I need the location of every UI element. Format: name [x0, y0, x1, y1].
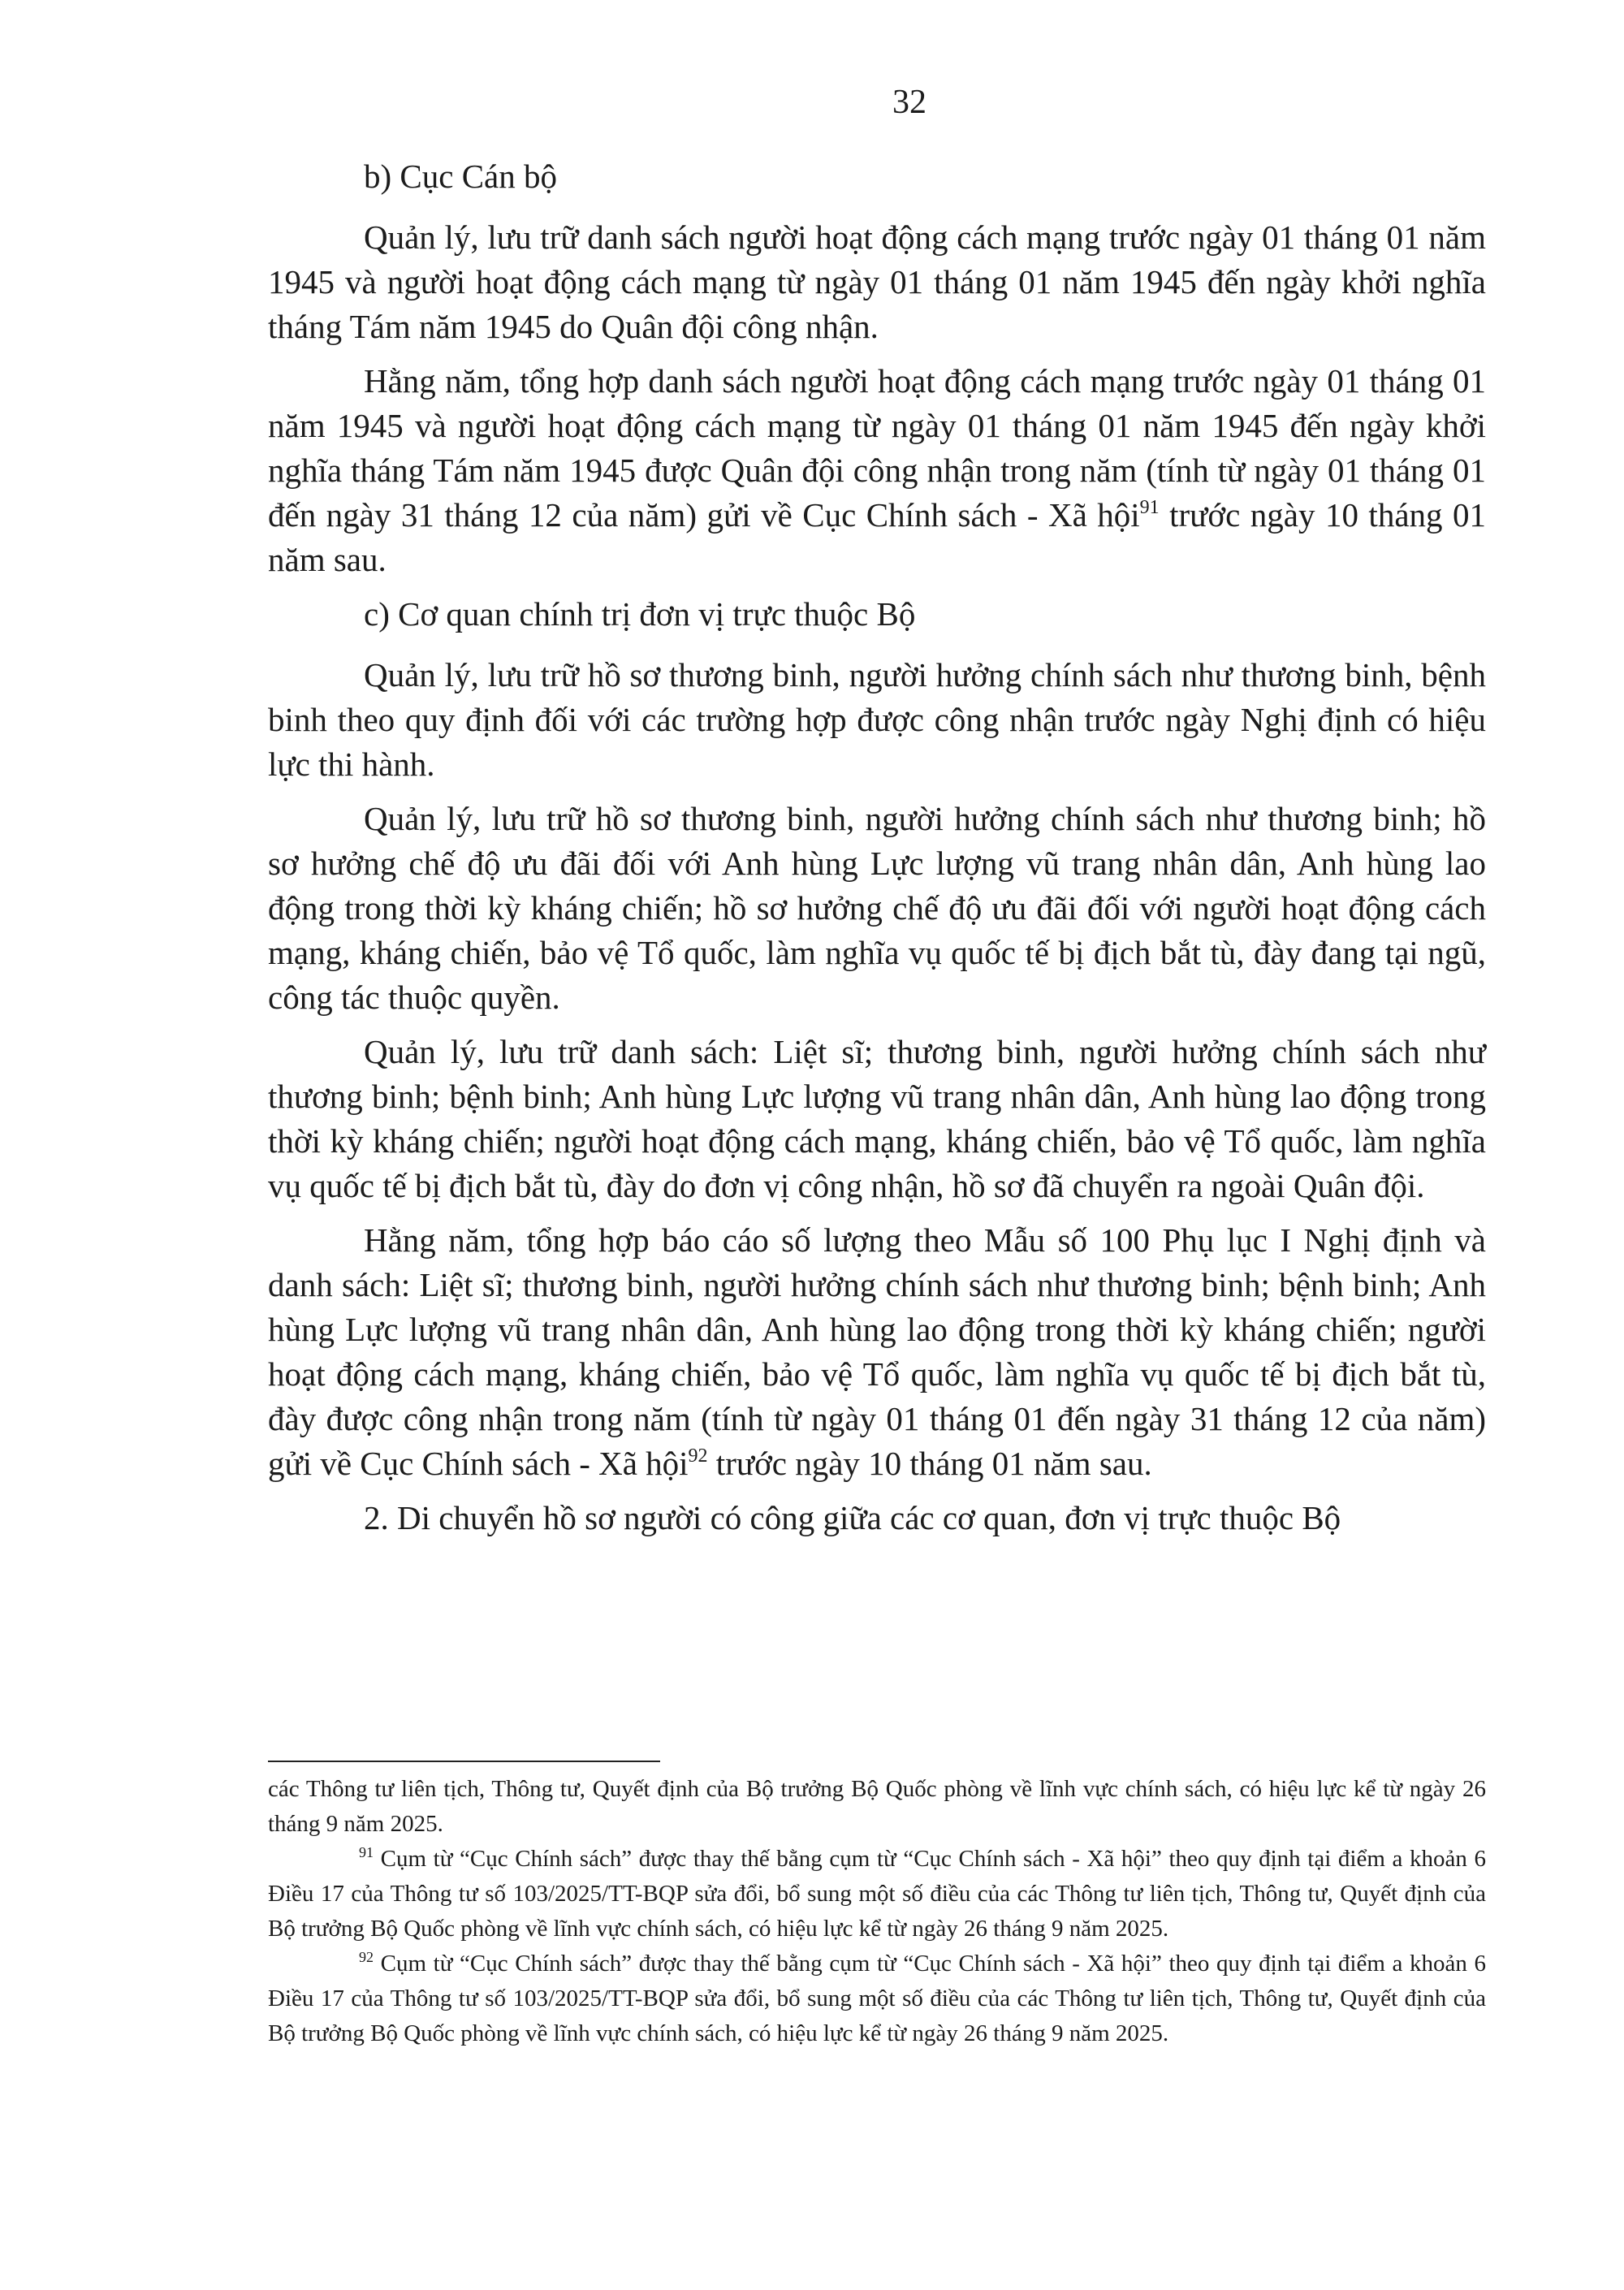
footnote-92 — [268, 1946, 1486, 2051]
paragraph-text: trước ngày 10 tháng 01 năm sau. — [268, 496, 1486, 578]
paragraph-text: Hằng năm, tổng hợp danh sách người hoạt động cách mạng trước ngày 01 tháng 01 năm 1945 và người hoạt động cách mạng từ ngày 01 tháng 01 năm 1945 đến ngày khởi nghĩa tháng Tám năm 1945 được Quân đội công nhận trong năm (tính từ ngày 01 tháng 01 đến ngày 31 tháng 12 của năm) gửi về Cục Chính sách - Xã hội — [268, 362, 1486, 534]
paragraph: Quản lý, lưu trữ hồ sơ thương binh, người hưởng chính sách như thương binh; hồ sơ hưởng chế độ ưu đãi đối với Anh hùng Lực lượng vũ trang nhân dân, Anh hùng lao động trong thời kỳ kháng chiến; hồ sơ hưởng chế độ ưu đãi đối với người hoạt động cách mạng, kháng chiến, bảo vệ Tổ quốc, làm nghĩa vụ quốc tế bị địch bắt tù, đày đang tại ngũ, công tác thuộc quyền. — [268, 800, 1486, 1016]
section-heading-2: 2. Di chuyển hồ sơ người có công giữa các cơ quan, đơn vị trực thuộc Bộ — [364, 1499, 1341, 1536]
footnote-ref[interactable]: 92 — [688, 1445, 708, 1467]
footnote-number: 91 — [359, 1844, 374, 1860]
footnote-text: Cụm từ “Cục Chính sách” được thay thế bằng cụm từ “Cục Chính sách - Xã hội” theo quy định tại điểm a khoản 6 Điều 17 của Thông tư số 103/2025/TT-BQP sửa đổi, bổ sung một số điều của các Thông tư liên tịch, Thông tư, Quyết định của Bộ trưởng Bộ Quốc phòng về lĩnh vực chính sách, có hiệu lực kể từ ngày 26 tháng 9 năm 2025. — [268, 1846, 1486, 1942]
section-heading-b: b) Cục Cán bộ — [364, 158, 557, 195]
footnote-separator — [268, 1761, 660, 1762]
document-body — [268, 154, 1486, 1550]
paragraph-text: trước ngày 10 tháng 01 năm sau. — [707, 1445, 1152, 1482]
footnote-text: Cụm từ “Cục Chính sách” được thay thế bằng cụm từ “Cục Chính sách - Xã hội” theo quy định tại điểm a khoản 6 Điều 17 của Thông tư số 103/2025/TT-BQP sửa đổi, bổ sung một số điều của các Thông tư liên tịch, Thông tư, Quyết định của Bộ trưởng Bộ Quốc phòng về lĩnh vực chính sách, có hiệu lực kể từ ngày 26 tháng 9 năm 2025. — [268, 1951, 1486, 2046]
section-heading-c: c) Cơ quan chính trị đơn vị trực thuộc Bộ — [364, 595, 916, 633]
footnote-ref[interactable]: 91 — [1139, 497, 1160, 518]
paragraph — [268, 359, 1486, 582]
paragraph: Quản lý, lưu trữ danh sách: Liệt sĩ; thương binh, người hưởng chính sách như thương binh; bệnh binh; Anh hùng Lực lượng vũ trang nhân dân, Anh hùng lao động trong thời kỳ kháng chiến; người hoạt động cách mạng, kháng chiến, bảo vệ Tổ quốc, làm nghĩa vụ quốc tế bị địch bắt tù, đày do đơn vị công nhận, hồ sơ đã chuyển ra ngoài Quân đội. — [268, 1033, 1486, 1204]
paragraph-text: Hằng năm, tổng hợp báo cáo số lượng theo Mẫu số 100 Phụ lục I Nghị định và danh sách: Liệt sĩ; thương binh, người hưởng chính sách như thương binh; bệnh binh; Anh hùng Lực lượng vũ trang nhân dân, Anh hùng lao động trong thời kỳ kháng chiến; người hoạt động cách mạng, kháng chiến, bảo vệ Tổ quốc, làm nghĩa vụ quốc tế bị địch bắt tù, đày được công nhận trong năm (tính từ ngày 01 tháng 01 đến ngày 31 tháng 12 của năm) gửi về Cục Chính sách - Xã hội — [268, 1221, 1486, 1482]
paragraph: Quản lý, lưu trữ hồ sơ thương binh, người hưởng chính sách như thương binh, bệnh binh theo quy định đối với các trường hợp được công nhận trước ngày Nghị định có hiệu lực thi hành. — [268, 656, 1486, 783]
paragraph — [268, 1218, 1486, 1486]
page-number: 32 — [892, 84, 926, 121]
footnote-91 — [268, 1842, 1486, 1946]
footnote-continuation: các Thông tư liên tịch, Thông tư, Quyết định của Bộ trưởng Bộ Quốc phòng về lĩnh vực chính sách, có hiệu lực kể từ ngày 26 tháng 9 năm 2025. — [268, 1776, 1486, 1837]
footnotes — [268, 1772, 1486, 2051]
footnote-number: 92 — [359, 1949, 374, 1965]
paragraph: Quản lý, lưu trữ danh sách người hoạt động cách mạng trước ngày 01 tháng 01 năm 1945 và người hoạt động cách mạng từ ngày 01 tháng 01 năm 1945 đến ngày khởi nghĩa tháng Tám năm 1945 do Quân đội công nhận. — [268, 218, 1486, 345]
